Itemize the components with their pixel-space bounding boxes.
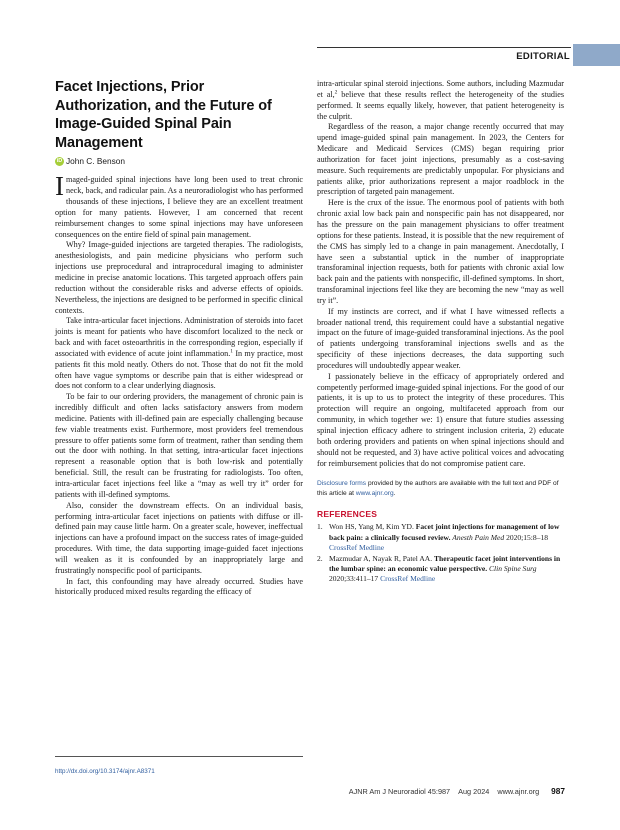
- doi-link[interactable]: http://dx.doi.org/10.3174/ajnr.A8371: [55, 768, 155, 775]
- disclosure-end: .: [393, 489, 396, 497]
- paragraph-continued-text-a: intra-articular spinal steroid injections. Some authors, including Mazmudar et al,: [317, 79, 564, 99]
- drop-cap: I: [55, 171, 64, 202]
- reference-body: [329, 554, 564, 585]
- header-accent-bar: [573, 44, 620, 66]
- paragraph-continued-text-b: believe that these results reflect the heterogeneity of the studies performed. It seems equally likely, however, that patient heterogeneity is the culprit.: [317, 89, 564, 121]
- paragraph-fair: To be fair to our ordering providers, the management of chronic pain is incredibly difficult and often lacks satisfactory answers from modern medicine. Patients with ill-defined pain are especially challenging because few viable treatments exist. Furthermore, most providers feel tremendous pressure to offer patients some form of treatment, rather than sending them out the door with nothing. In that setting, intra-articular facet injections represent a reasonable option that is both low-risk and potentially beneficial. Still, the result can be frustrating for radiologists. Too often, intra-articular facet injections feel like a “may as well try it” order for patients with ill-defined symptoms.: [55, 392, 303, 499]
- section-label: EDITORIAL: [516, 51, 570, 62]
- footer-date: Aug 2024: [458, 787, 490, 796]
- reference-authors: Won HS, Yang M, Kim YD.: [329, 522, 416, 532]
- reference-body: [329, 522, 564, 553]
- reference-list: [317, 522, 564, 584]
- disclosure-text: provided by the authors are available with the full text and PDF of this article at: [317, 480, 559, 497]
- reference-title: Facet joint injections for management of low back pain: a clinically focused review.: [329, 522, 560, 542]
- paragraph-intro-text: maged-guided spinal injections have long been used to treat chronic neck, back, and radicular pain. As a neuroradiologist who has performed thousands of these injections, I believe they are an excellent treatment option for many patients. However, I am concerned that recent reimbursement changes to some spinal injections may have unforeseen consequences on the entire field of spinal pain management.: [55, 175, 303, 239]
- reference-number: 1.: [317, 522, 323, 532]
- reference-authors: Mazmudar A, Nayak R, Patel AA.: [329, 554, 435, 564]
- paragraph-facet: [55, 316, 303, 392]
- footer-site: www.ajnr.org: [497, 787, 540, 796]
- disclosure-note: [317, 479, 564, 498]
- reference-journal: Clin Spine Surg: [487, 564, 537, 574]
- reference-item: [317, 522, 564, 553]
- right-column: [317, 79, 564, 586]
- reference-journal: Anesth Pain Med: [450, 532, 505, 542]
- references-heading: REFERENCES: [317, 508, 378, 519]
- citation-2[interactable]: 2: [334, 89, 338, 96]
- paragraph-facet-text-a: Take intra-articular facet injections. Administration of steroids into facet joints is meant for patients who have discomfort localized to the neck or back and with facet osteoarthritis in the corresponding region, especially if associated with evidence of acute joint inflammation.: [55, 316, 303, 358]
- crossref-medline-link[interactable]: CrossRef Medline: [329, 542, 385, 552]
- reference-details: 2020;33:411–17: [329, 574, 381, 584]
- page-footer: [349, 786, 565, 796]
- footnote-rule: [55, 756, 303, 757]
- paragraph-conclusion: I passionately believe in the efficacy of appropriately ordered and competently performed image-guided spinal injections. For the good of our patients, it is up to us to protect the integrity of these procedures. This protection will require an ongoing, multifaceted approach from our community, in which together we: 1) ensure that future studies assessing spinal injection efficacy adhere to stringent inclusion criteria, 2) educate both ordering providers and patients on when spinal injections should and should not be requested, and 3) have active political voices and advocating for reimbursement policies that do not compromise patient care.: [317, 371, 564, 468]
- article-title: Facet Injections, Prior Authorization, and the Future of Image-Guided Spinal Pain Management: [55, 79, 272, 151]
- paragraph-why: Why? Image-guided injections are targeted therapies. The radiologists, anesthesiologists, and pain medicine physicians who perform such injections use preprocedural and intraprocedural imaging to administer medicine in precise anatomic locations. This targeted approach offers pain reduction without the considerable risks and adverse effects of opioids. Nevertheless, the injections are designed to be performed in specific clinical contexts.: [55, 240, 303, 315]
- left-column: [55, 78, 303, 598]
- paragraph-instincts: If my instincts are correct, and if what I have witnessed reflects a broader national trend, this requirement could have a substantial negative impact on the future of image-guided transforaminal injections. As the pool of patients undergoing transforaminal injections swells and as the specificity of these injections decreases, the data supporting such procedures will undoubtedly appear weaker.: [317, 306, 564, 370]
- paragraph-continued: [317, 79, 564, 122]
- reference-details: 2020;15:8–18: [504, 532, 549, 542]
- paragraph-cms: Regardless of the reason, a major change recently occurred that may upend image-guided spinal pain management. In 2023, the Centers for Medicare and Medicaid Services (CMS) began requiring prior authorization for facet joint injections, presumably as a cost-saving measure. Such requirements are predictably unpopular. For physicians and patients alike, prior authorizations represent a major roadblock in the prescription of targeted pain management.: [317, 122, 564, 197]
- page-number: 987: [551, 786, 565, 796]
- reference-number: 2.: [317, 554, 323, 564]
- orcid-icon[interactable]: iD: [56, 157, 63, 164]
- reference-title: Therapeutic facet joint interventions in the lumbar spine: an economic value perspective.: [329, 554, 561, 574]
- reference-item: [317, 554, 564, 585]
- author-name: John C. Benson: [66, 156, 126, 167]
- paragraph-downstream: Also, consider the downstream effects. On an individual basis, performing intra-articular facet injections on patients with diffuse or ill-defined pain may cause little harm. On a greater scale, however, ineffectual injections can have a profound impact on the success rates of image-guided procedures. With time, the data supporting image-guided facet injections will weaken as it is confounded by an inappropriately large and frustratingly nonspecific pool of participants.: [55, 500, 303, 575]
- paragraph-crux: Here is the crux of the issue. The enormous pool of patients with both chronic axial low back pain and nonspecific pain has not disappeared, nor has the pressure on the pain management physicians to offer treatment options for these patients. Instead, it is possible that the new requirement of the CMS has simply led to a change in pain management. Anecdotally, I have seen a substantial uptick in the number of inappropriate transforaminal injection requests, both for patients with chronic axial low back pain and the patients with nonspecific, ill-defined symptoms. In short, transforaminal injections feel like they are becoming the new “may as well try it”.: [317, 198, 564, 305]
- author-line: [55, 155, 303, 167]
- header-rule: [317, 47, 571, 48]
- disclosure-forms-link[interactable]: Disclosure forms: [317, 480, 367, 488]
- disclosure-site-link[interactable]: www.ajnr.org: [355, 489, 394, 497]
- citation-1[interactable]: 1: [230, 348, 233, 355]
- footer-journal: AJNR Am J Neuroradiol 45:987: [348, 787, 451, 796]
- paragraph-confounding: In fact, this confounding may have already occurred. Studies have historically produced mixed results regarding the efficacy of: [55, 576, 303, 597]
- crossref-medline-link[interactable]: CrossRef Medline: [380, 574, 436, 584]
- paragraph-intro: [55, 171, 303, 240]
- paragraph-facet-text-b: In my practice, most patients fit this mold neatly. Others do not. Those that do not fit the mold often have vague symptoms or describe pain that is either widespread or does not conform to a clear underlying diagnosis.: [55, 348, 303, 391]
